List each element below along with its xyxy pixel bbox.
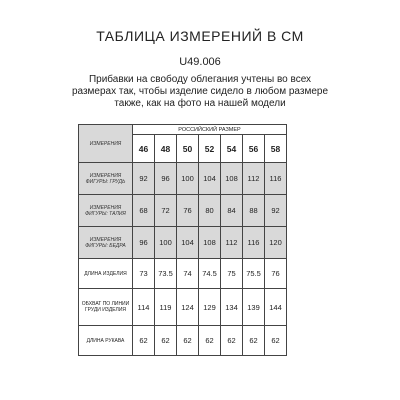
size-header: 46 — [133, 135, 155, 163]
table-cell: 108 — [199, 227, 221, 259]
table-cell: 62 — [177, 326, 199, 356]
table-cell: 80 — [199, 195, 221, 227]
table-row-waist — [79, 195, 287, 227]
size-table — [78, 124, 287, 356]
table-cell: 104 — [177, 227, 199, 259]
table-cell: 92 — [133, 163, 155, 195]
table-cell: 62 — [243, 326, 265, 356]
table-cell: 119 — [155, 289, 177, 326]
page-title: ТАБЛИЦА ИЗМЕРЕНИЙ В СМ — [96, 28, 304, 44]
table-row-length — [79, 259, 287, 289]
table-row-sleeve — [79, 326, 287, 356]
size-header: 58 — [265, 135, 287, 163]
size-header: 50 — [177, 135, 199, 163]
fit-note: Прибавки на свободу облегания учтены во всех размерах так, чтобы изделие сидело в любом размере также, как на фото на нашей модели — [71, 74, 329, 109]
table-cell: 139 — [243, 289, 265, 326]
table-cell: 73.5 — [155, 259, 177, 289]
table-cell: 144 — [265, 289, 287, 326]
table-cell: 76 — [265, 259, 287, 289]
table-cell: 100 — [177, 163, 199, 195]
table-cell: 75.5 — [243, 259, 265, 289]
table-cell: 73 — [133, 259, 155, 289]
table-cell: 75 — [221, 259, 243, 289]
table-cell: 84 — [221, 195, 243, 227]
size-header: 54 — [221, 135, 243, 163]
row-label: ИЗМЕРЕНИЯ ФИГУРЫ: ГРУДЬ — [79, 163, 133, 195]
table-cell: 62 — [155, 326, 177, 356]
table-cell: 74.5 — [199, 259, 221, 289]
table-cell: 62 — [133, 326, 155, 356]
table-cell: 114 — [133, 289, 155, 326]
table-row-bust — [79, 289, 287, 326]
table-cell: 120 — [265, 227, 287, 259]
table-cell: 62 — [221, 326, 243, 356]
table-cell: 124 — [177, 289, 199, 326]
table-cell: 129 — [199, 289, 221, 326]
table-cell: 62 — [199, 326, 221, 356]
size-header: 56 — [243, 135, 265, 163]
table-cell: 104 — [199, 163, 221, 195]
table-cell: 116 — [243, 227, 265, 259]
table-cell: 88 — [243, 195, 265, 227]
size-header: 52 — [199, 135, 221, 163]
table-cell: 62 — [265, 326, 287, 356]
table-cell: 68 — [133, 195, 155, 227]
table-cell: 134 — [221, 289, 243, 326]
table-cell: 112 — [221, 227, 243, 259]
table-cell: 72 — [155, 195, 177, 227]
row-label: ИЗМЕРЕНИЯ ФИГУРЫ: БЕДРА — [79, 227, 133, 259]
table-cell: 76 — [177, 195, 199, 227]
table-cell: 92 — [265, 195, 287, 227]
row-label: ДЛИНА ИЗДЕЛИЯ — [79, 259, 133, 289]
table-cell: 108 — [221, 163, 243, 195]
table-cell: 74 — [177, 259, 199, 289]
header-row-group — [79, 125, 287, 135]
row-label: ИЗМЕРЕНИЯ ФИГУРЫ: ТАЛИЯ — [79, 195, 133, 227]
table-row-hips — [79, 227, 287, 259]
table-cell: 96 — [133, 227, 155, 259]
row-label: ДЛИНА РУКАВА — [79, 326, 133, 356]
header-measurements-label: ИЗМЕРЕНИЯ — [79, 125, 133, 163]
header-russian-size: РОССИЙСКИЙ РАЗМЕР — [133, 125, 287, 135]
table-cell: 112 — [243, 163, 265, 195]
row-label: ОБХВАТ ПО ЛИНИИ ГРУДИ ИЗДЕЛИЯ — [79, 289, 133, 326]
table-cell: 100 — [155, 227, 177, 259]
table-cell: 96 — [155, 163, 177, 195]
size-header: 48 — [155, 135, 177, 163]
table-cell: 116 — [265, 163, 287, 195]
table-row-chest — [79, 163, 287, 195]
product-code: U49.006 — [179, 56, 221, 68]
